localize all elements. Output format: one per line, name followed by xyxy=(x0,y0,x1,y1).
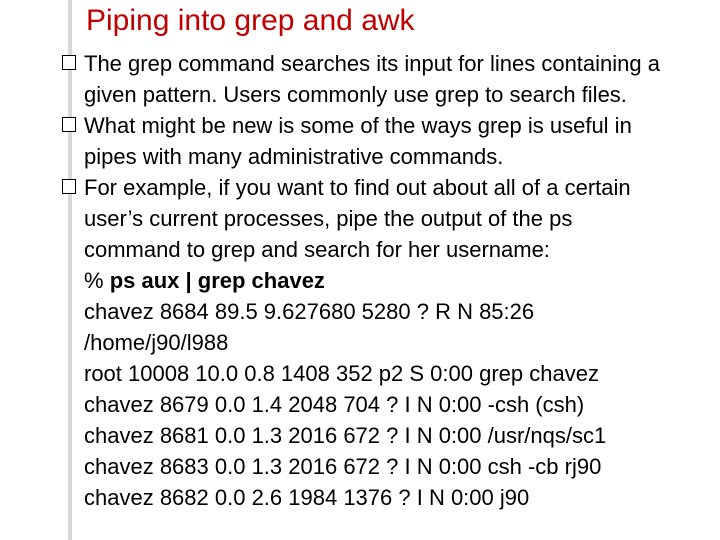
bullet-box-icon xyxy=(62,117,76,132)
output-line: chavez 8683 0.0 1.3 2016 672 ? I N 0:00 csh -cb rj90 xyxy=(84,454,602,479)
output-line: chavez 8679 0.0 1.4 2048 704 ? I N 0:00 -csh (csh) xyxy=(84,392,585,417)
bullet-text-line: For example, if you want to find out about all of a certain xyxy=(84,175,631,200)
slide-title: Piping into grep and awk xyxy=(86,4,415,37)
output-line: chavez 8681 0.0 1.3 2016 672 ? I N 0:00 /usr/nqs/sc1 xyxy=(84,423,607,448)
output-line: root 10008 10.0 0.8 1408 352 p2 S 0:00 grep chavez xyxy=(84,361,599,386)
bullet-box-icon xyxy=(62,55,76,70)
example-block xyxy=(62,265,718,513)
bullet-text-line: user’s current processes, pipe the output of the ps xyxy=(84,206,573,231)
bullet-item xyxy=(62,172,718,265)
bullet-box-icon xyxy=(62,179,76,194)
bullet-text-line: What might be new is some of the ways grep is useful in xyxy=(84,113,632,138)
bullet-item xyxy=(62,48,718,110)
shell-prompt: % xyxy=(84,268,110,293)
bullet-text-line: given pattern. Users commonly use grep to search files. xyxy=(84,82,627,107)
bullet-text-line: The grep command searches its input for lines containing a xyxy=(84,51,660,76)
command-line xyxy=(84,265,718,296)
output-line: chavez 8682 0.0 2.6 1984 1376 ? I N 0:00 j90 xyxy=(84,485,530,510)
output-line: chavez 8684 89.5 9.627680 5280 ? R N 85:26 xyxy=(84,299,535,324)
bullet-item xyxy=(62,110,718,172)
bullet-text-line: command to grep and search for her username: xyxy=(84,237,550,262)
output-line: /home/j90/l988 xyxy=(84,330,229,355)
slide-body xyxy=(62,48,718,513)
shell-command: ps aux | grep chavez xyxy=(109,268,325,293)
bullet-text-line: pipes with many administrative commands. xyxy=(84,144,504,169)
